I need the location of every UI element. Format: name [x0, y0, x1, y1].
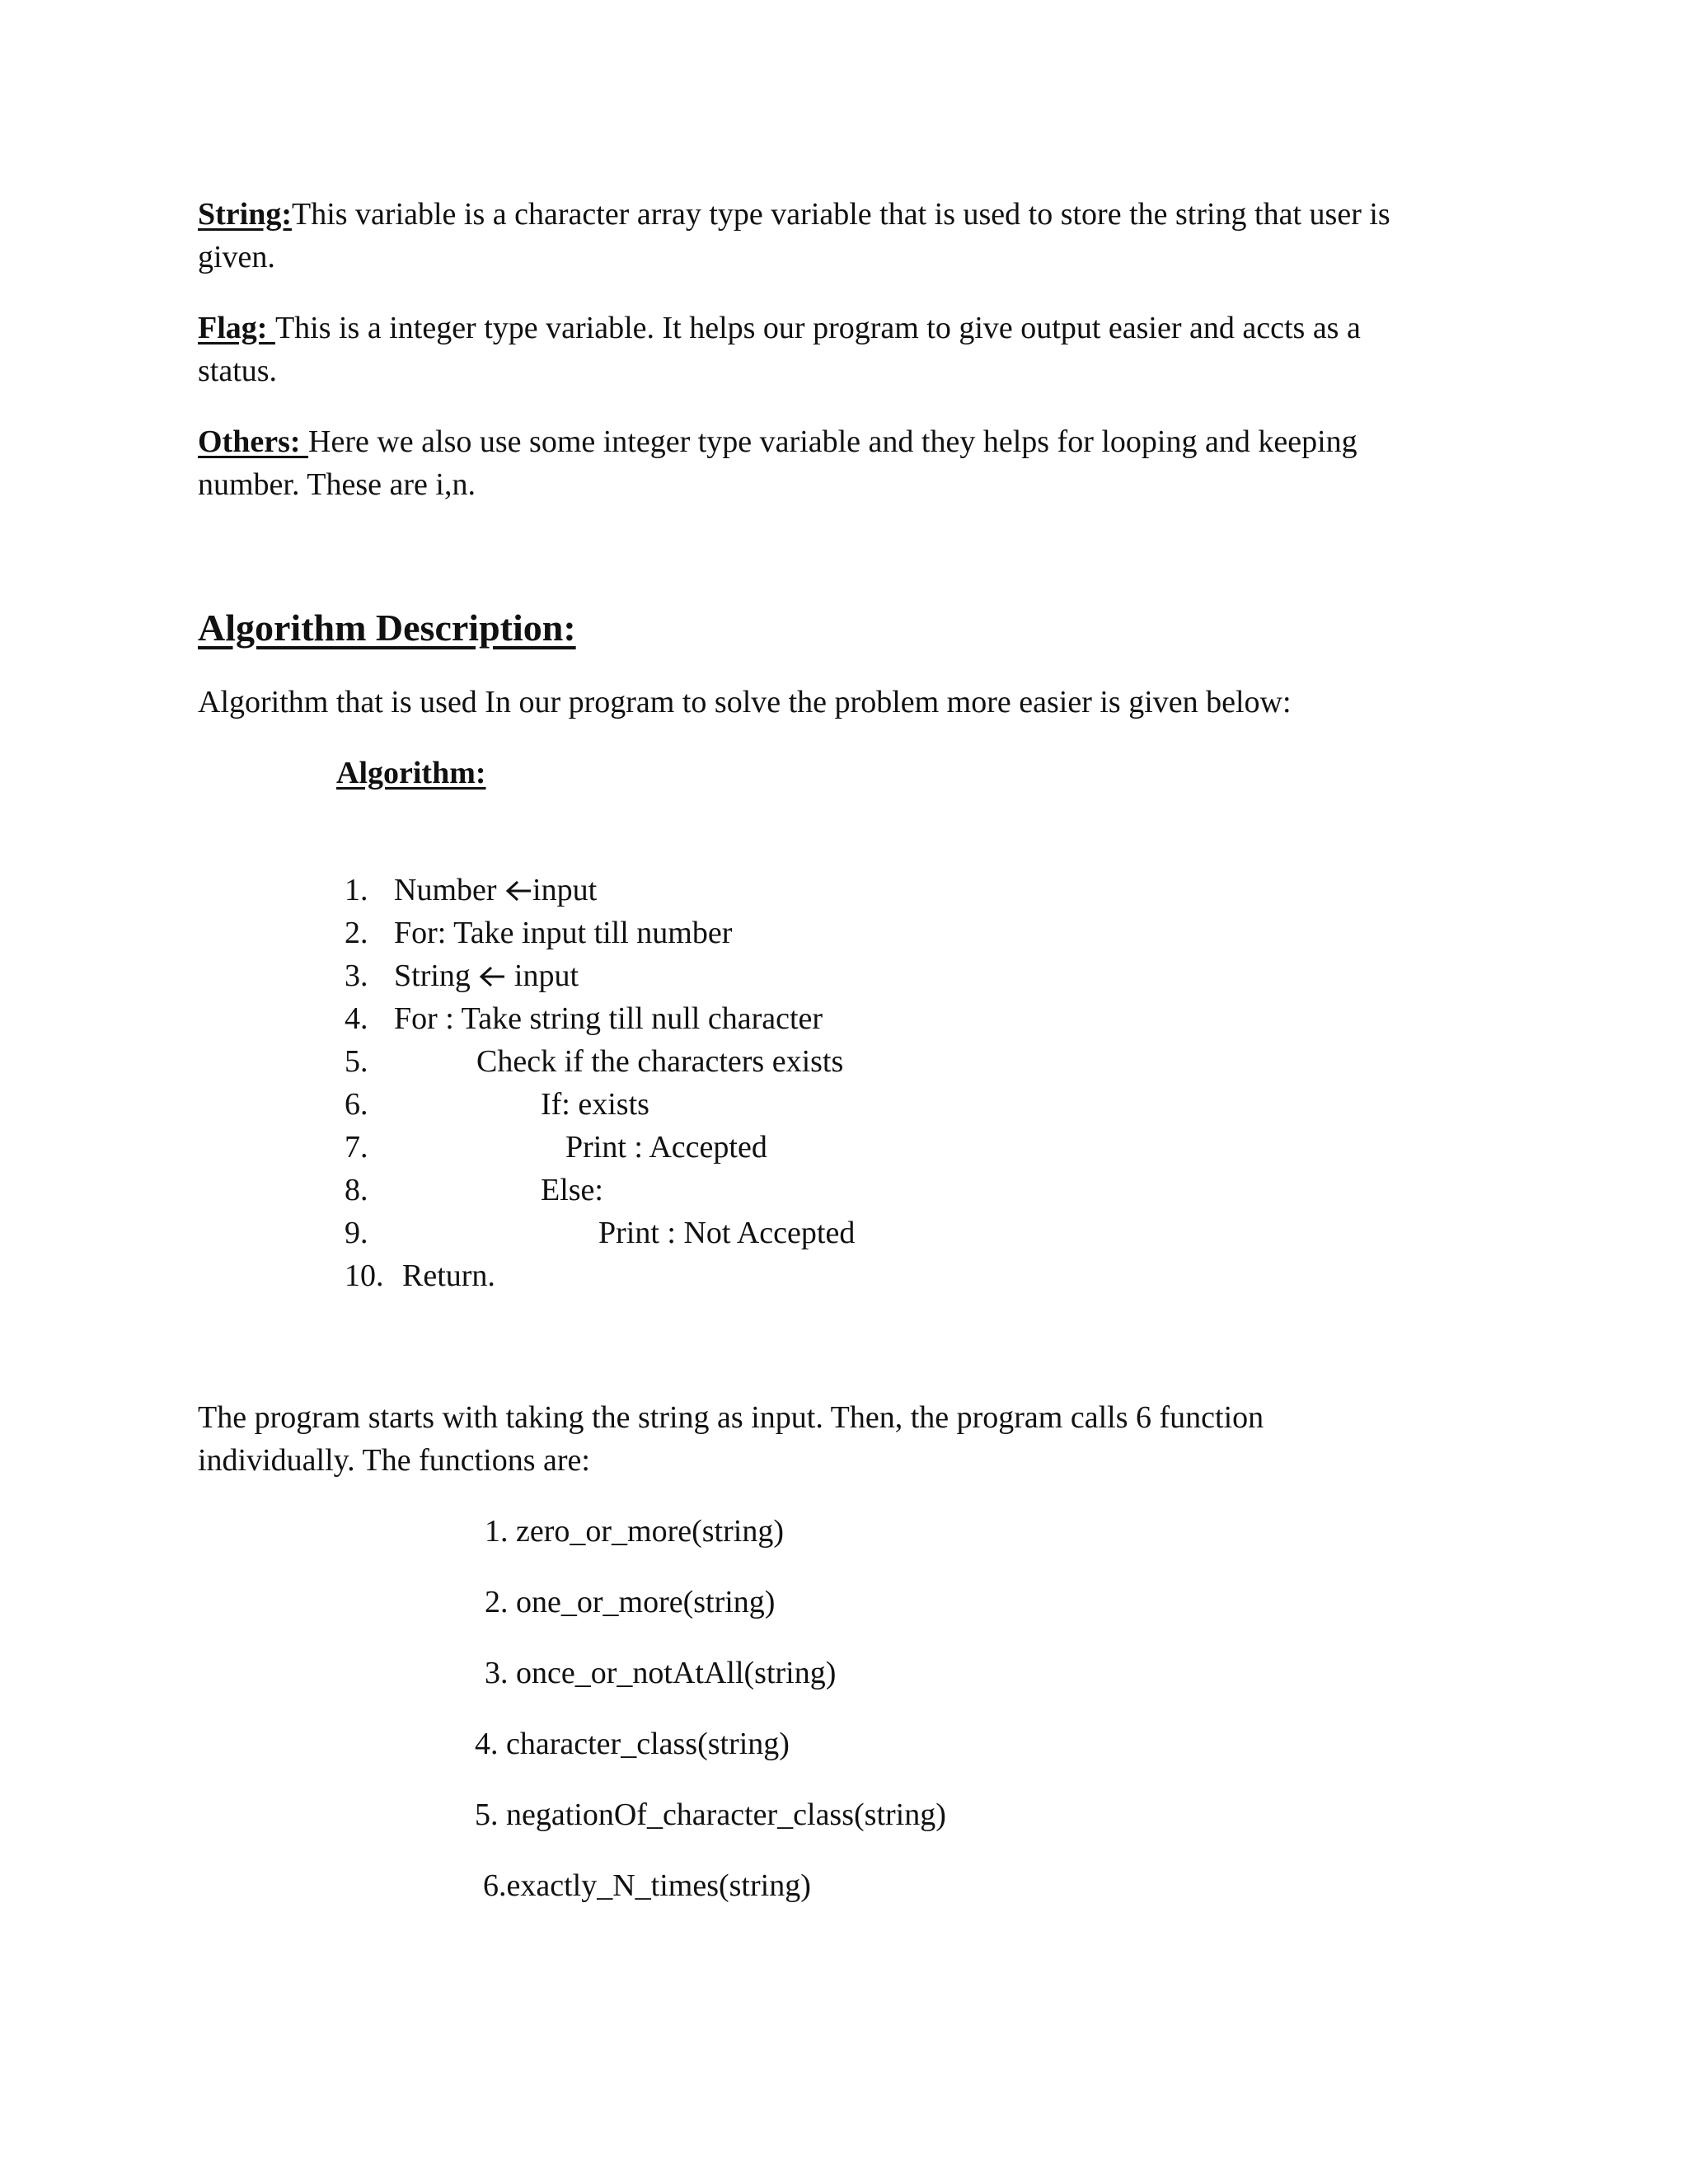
- definition-string: [198, 193, 1390, 236]
- step-text: For : Take string till null character: [394, 1001, 823, 1036]
- function-item: 4. character_class(string): [475, 1727, 790, 1761]
- step-number: 3.: [345, 958, 368, 993]
- step-text-label: Number: [394, 873, 505, 907]
- step-text: [394, 869, 597, 912]
- functions-intro-line2: individually. The functions are:: [198, 1443, 590, 1478]
- definition-term: String:: [198, 197, 292, 232]
- function-item: 1. zero_or_more(string): [485, 1514, 784, 1549]
- step-text: Else:: [541, 1173, 603, 1207]
- definition-others: [198, 420, 1357, 463]
- definition-text: This is a integer type variable. It helps our program to give output easier and accts as a: [274, 311, 1361, 345]
- definition-text: This variable is a character array type variable that is used to store the string that user is: [292, 197, 1390, 232]
- step-number: 7.: [345, 1130, 368, 1165]
- step-text: Print : Accepted: [565, 1130, 767, 1165]
- algorithm-subheading: Algorithm:: [336, 756, 486, 790]
- left-arrow-icon: [478, 964, 506, 989]
- function-item: 2. one_or_more(string): [485, 1585, 776, 1619]
- step-number: 9.: [345, 1216, 368, 1250]
- definition-term: Flag:: [198, 311, 275, 345]
- step-number: 2.: [345, 916, 368, 950]
- left-arrow-icon: [504, 879, 532, 903]
- step-text-label: String: [394, 958, 479, 993]
- step-text: Check if the characters exists: [476, 1044, 844, 1079]
- definition-others-cont: number. These are i,n.: [198, 467, 476, 502]
- step-number: 8.: [345, 1173, 368, 1207]
- definition-flag: [198, 307, 1361, 349]
- step-text: If: exists: [541, 1087, 649, 1122]
- step-text: Return.: [402, 1258, 495, 1293]
- step-number: 5.: [345, 1044, 368, 1079]
- definition-string-cont: given.: [198, 240, 275, 274]
- algorithm-intro: Algorithm that is used In our program to solve the problem more easier is given below:: [198, 685, 1292, 719]
- step-text-after: input: [532, 873, 598, 907]
- function-item: 5. negationOf_character_class(string): [475, 1797, 946, 1832]
- section-heading: Algorithm Description:: [198, 607, 576, 649]
- definition-term: Others:: [198, 424, 309, 459]
- step-text: For: Take input till number: [394, 916, 733, 950]
- step-number: 6.: [345, 1087, 368, 1122]
- step-number: 10.: [345, 1258, 384, 1293]
- step-number: 1.: [345, 873, 368, 907]
- definition-text: Here we also use some integer type variable and they helps for looping and keeping: [308, 424, 1357, 459]
- step-number: 4.: [345, 1001, 368, 1036]
- step-text: Print : Not Accepted: [598, 1216, 856, 1250]
- function-item: 6.exactly_N_times(string): [483, 1868, 811, 1903]
- definition-flag-cont: status.: [198, 354, 278, 388]
- step-text: [394, 954, 579, 997]
- function-item: 3. once_or_notAtAll(string): [485, 1656, 837, 1690]
- step-text-after: input: [506, 958, 579, 993]
- functions-intro-line1: The program starts with taking the string as input. Then, the program calls 6 function: [198, 1400, 1264, 1435]
